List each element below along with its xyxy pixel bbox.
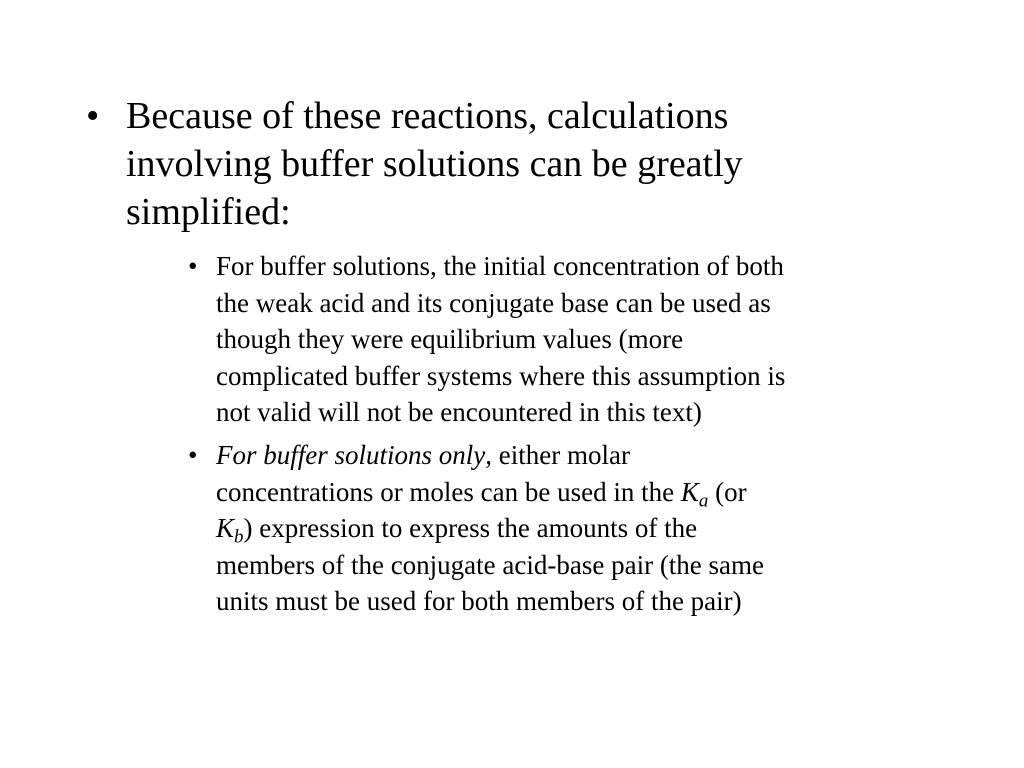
sub-bullet-line: not valid will not be encountered in this text) <box>216 397 702 427</box>
sub-bullet-line: units must be used for both members of the pair) <box>216 586 742 616</box>
sub-bullet-line-text: concentrations or moles can be used in the <box>216 476 681 507</box>
main-bullet-line: involving buffer solutions can be greatly <box>126 143 743 185</box>
sub-bullet-glyph: • <box>188 440 198 470</box>
sub-bullet-line: complicated buffer systems where this assumption is <box>216 360 786 391</box>
main-bullet-text <box>126 92 866 236</box>
sub-bullet-glyph: • <box>188 251 198 281</box>
sub-bullet-line-rest: ) expression to express the amounts of the <box>243 513 698 543</box>
main-bullet-glyph: • <box>86 95 100 137</box>
sub-bullet-text <box>216 248 938 431</box>
main-bullet-line: Because of these reactions, calculations <box>126 95 729 137</box>
sub-bullet-line: members of the conjugate acid-base pair (the same <box>216 549 765 580</box>
kb-symbol: K <box>216 513 235 543</box>
sub-bullet-line: the weak acid and its conjugate base can be used as <box>216 287 771 318</box>
sub-bullet-text <box>216 437 938 620</box>
sub-bullet-line-tail: (or <box>708 476 747 507</box>
main-bullet-line: simplified: <box>126 191 291 233</box>
sub-bullet-line <box>216 510 938 547</box>
sub-bullet-line <box>216 437 938 474</box>
emphasis-text: For buffer solutions only <box>216 440 486 470</box>
ka-subscript: a <box>698 490 709 512</box>
sub-bullet-line: For buffer solutions, the initial concentration of both <box>216 251 784 281</box>
sub-bullet-line: though they were equilibrium values (more <box>216 324 684 354</box>
kb-subscript: b <box>234 526 244 548</box>
sub-bullet-line <box>216 474 938 511</box>
ka-symbol: K <box>680 476 699 507</box>
sub-bullet-line-rest: , either molar <box>485 440 630 470</box>
